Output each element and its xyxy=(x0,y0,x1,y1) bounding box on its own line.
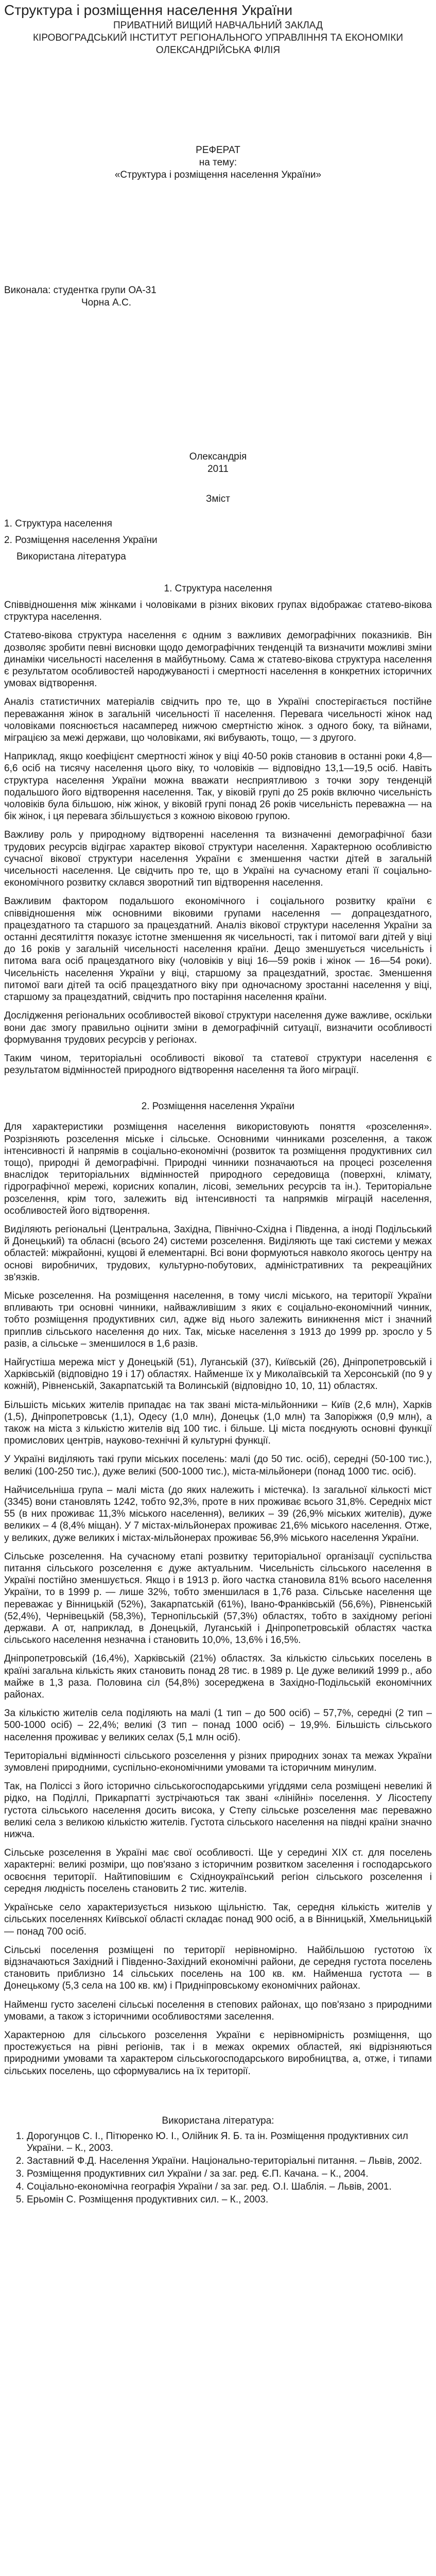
spacer xyxy=(4,2084,432,2115)
table-of-contents xyxy=(4,493,432,563)
year: 2011 xyxy=(207,464,229,474)
paragraph: Дніпропетровській (16,4%), Харківській (21%) областях. За кількістю сільських поселень в країні загальна кількість яких становить понад 28 тис. в 1989 р. Це дуже великий 1999 р., або майже в 1,3 раза. Половина сіл (54,8%) зосереджена в Західно-Подільській економічних районах. xyxy=(4,1653,432,1701)
section-structure xyxy=(4,583,432,1076)
paragraph: Виділяють регіональні (Центральна, Західна, Північно-Східна і Південна, а іноді Подільський й Донецький) та обласні (всього 24) системи розселення. Виділяють ще такі системи у межах областей: міжрайонні, кущові й елементарні. Всі вони формуються навколо якогось центру на основі виробничих, трудових, культурно-побутових, адміністративних та рекреаційних зв'язків. xyxy=(4,1224,432,1283)
reference-item: 3. Розміщення продуктивних сил України / за заг. ред. Є.П. Качана. – К., 2004. xyxy=(27,2168,432,2180)
spacer xyxy=(4,1083,432,1100)
paragraph: Сільське розселення. На сучасному етапі розвитку територіальної організації суспільства питання сільського розселення є дуже актуальним. Чисельність сільського населення в Україні постійно зменшується. Якщо і в 1913 р. його частка становила 81% всього населення України, то в 1999 р. — лише 32%, тобто зменшилася в 1,76 раза. Сільське населення ще переважає у Вінницькій (52%), Закарпатській (61%), Івано-Франківській (56,6%), Рівненській (52,4%), Чернівецькій (58,3%), Тернопільській (57,3%) областях, тобто в західному регіоні держави. А от, наприклад, в Донецькій, Луганській і Дніпропетровській областях частка сільського населення незначна і становить 10,0%, 13,6% і 16,5%. xyxy=(4,1551,432,1646)
toc-heading: Зміст xyxy=(206,494,230,504)
references-heading: Використана література: xyxy=(162,2115,274,2126)
cover-topic: «Структура і розміщення населення України» xyxy=(114,170,322,180)
paragraph: Дослідження регіональних особливостей вікової структури населення дуже важливе, оскільки вони дає змогу правильно оцінити зміни в демографічній ситуації, визначити особливості формування трудових ресурсів у регіонах. xyxy=(4,1010,432,1045)
spacer xyxy=(4,181,432,284)
paragraph: Більшість міських жителів припадає на так звані міста-мільйонники – Київ (2,6 млн), Харків (1,5), Дніпропетровськ (1,1), Одесу (1,0 млн), Донецьк (1,0 млн) та Запоріжжя (0,9 млн), а також на міста з кількістю жителів від 100 тис. і більше. Ці міста поєднують основні функції промислових центрів, науково-технічні й культурні функції. xyxy=(4,1399,432,1447)
toc-item: 1. Структура населення xyxy=(4,518,112,529)
paragraph: Співвідношення між жінками і чоловіками в різних вікових групах відображає статево-вікова структура населення. xyxy=(4,600,432,623)
author-line: Виконала: студентка групи ОА-31 xyxy=(4,285,156,296)
references-list xyxy=(4,2130,432,2206)
paragraph: Сільські поселення розміщені по території нерівномірно. Найбільшою густотою їх відзначаються Західний і Південно-Західний економічні райони, де середня густота поселень становить приблизно 14 сільських поселень на 100 кв. км. Найменша густота — в Донецькому (5,3 села на 100 кв. км) і Придніпровському економічних районах. xyxy=(4,1944,432,1992)
institution-line-3: ОЛЕКСАНДРІЙСЬКА ФІЛІЯ xyxy=(155,45,281,56)
paragraph: Для характеристики розміщення населення використовують поняття «розселення». Розрізняють розселення міське і сільське. Основними чинниками розселення, а також інтенсивності й напрямів в соціально-економічні (розвиток та розміщення продуктивних сил тощо), природні й демографічні. Природні чинники позначаються на процесі розселення внаслідок територіальних відмінностей природного середовища (поверхні, клімату, гідрографічної мережі, корисних копалин, лісові, земельних ресурсів та ін.). Територіальне розселення, крім того, залежить від інтенсивності та напрямків міграцій населення, особливостей його відтворення. xyxy=(4,1122,432,1216)
spacer xyxy=(4,563,432,583)
author-name: Чорна А.С. xyxy=(81,297,132,308)
paragraph: Сільське розселення в Україні має свої особливості. Ще у середині ХІХ ст. для поселень характерні: великі розміри, що пов'язано з історичним розвитком заселення і господарського освоєння території. Найтиповішим є Східноукраїнський регіон сільського розселення і середня людність поселень становить 2 тис. жителів. xyxy=(4,1848,432,1894)
paragraph: Аналіз статистичних матеріалів свідчить про те, що в Україні спостерігається постійне переважання жінок в загальній чисельності її населення. Перевага чисельності жінок над чоловіками пояснюється насамперед нижчою смертністю жінок. з одного боку, та війнами, міграцією за межі держави, що чоловіками, які вибувають, тощо, — з другого. xyxy=(4,697,432,744)
paragraph: Наприклад, якщо коефіцієнт смертності жінок у віці 40-50 років становив в останні роки 4,8—6,6 осіб на тисячу населення цього віку, то чоловіків — відповідно 13,1—19,5 осіб. Навіть структура населення України можна вважати несприятливою з точки зору тенденцій подальшого його відтворення населення. Так, у віковій групі до 25 років включно чисельність чоловіків була більшою, ніж жінок, у віковій групі понад 26 років чисельність переважна — на бік жінок, і ця перевага збільшується з кожною віковою групою. xyxy=(4,751,432,822)
author-block xyxy=(4,284,432,309)
paragraph: Міське розселення. На розміщення населення, в тому числі міського, на території України впливають три основні чинники, найважливішим з яких є соціально-економічний чинник, тобто розміщення продуктивних сил, адже від нього залежить виникнення міст і значний приплив сільського населення до них. Так, міське населення з 1913 до 1999 рр. зросло у 5 разів, а сільське – зменшилося в 1,6 разів. xyxy=(4,1290,432,1349)
reference-item: 1. Дорогунцов С. І., Пітюренко Ю. І., Олійник Я. Б. та ін. Розміщення продуктивних сил України. – К., 2003. xyxy=(27,2130,432,2154)
section-heading: 2. Розміщення населення України xyxy=(141,1101,295,1112)
paragraph: Статево-вікова структура населення є одним з важливих демографічних показників. Він дозволяє зробити певні висновки щодо демографічних тенденцій та визначити можливі зміни динаміки чисельності населення в майбутньому. Сама ж статево-вікова структура населення є результатом особливостей народжуваності і смертності населення в конкретних історичних умовах відтворення. xyxy=(4,630,432,689)
toc-item: Використана література xyxy=(16,551,126,562)
cover-kind: РЕФЕРАТ xyxy=(196,145,240,156)
paragraph: Найменш густо заселені сільські поселення в степових районах, що пов'язано з природними умовами, а також з історичними особливостями заселення. xyxy=(4,1999,432,2022)
paragraph: Характерною для сільського розселення України є нерівномірність розміщення, що простежується на рівні регіонів, так і в межах окремих областей, які відрізняються природними умовами та характером сільськогосподарського виробництва, а, отже, і типами сільських поселень, що сформувались на їх території. xyxy=(4,2029,432,2077)
paragraph: Українське село характеризується низькою щільністю. Так, середня кількість жителів у сільських поселеннях Київської області складає понад 900 осіб, а в Вінницькій, Хмельницькій — понад 700 осіб. xyxy=(4,1902,432,1937)
paragraph: Так, на Поліссі з його історично сільськогосподарськими угіддями села розміщені невеликі й рідко, на Поділлі, Прикарпатті зустрічаються так звані «лінійні» поселення. У Лісостепу густота сільського населення досить висока, у Степу сільське розселення має переважно великі села з великою кількістю жителів. Густота сільського населення на півдні країни значно нижча. xyxy=(4,1781,432,1840)
paragraph: Найгустіша мережа міст у Донецькій (51), Луганській (37), Київській (26), Дніпропетровській і Харківській (відповідно 19 і 17) областях. Найменше їх у Миколаївській та Херсонській (по 9 у кожній), Рівненській, Закарпатській та Волинській (відповідно 10, 10, 11) областях. xyxy=(4,1357,432,1392)
toc-item: 2. Розміщення населення України xyxy=(4,535,158,546)
institution-line-2: КІРОВОГРАДСЬКИЙ ІНСТИТУТ РЕГІОНАЛЬНОГО УПРАВЛІННЯ ТА ЕКОНОМІКИ xyxy=(32,32,404,43)
paragraph: У Україні виділяють такі групи міських поселень: малі (до 50 тис. осіб), середні (50-100 тис.), великі (100-250 тис.), дуже великі (500-1000 тис.), міста-мільйонери (понад 1000 тис. осіб). xyxy=(4,1454,432,1477)
cover-block xyxy=(4,144,432,181)
paragraph: Територіальні відмінності сільського розселення у різних природних зонах та межах України зумовлені природними, суспільно-економічними умовами та історичним минулим. xyxy=(4,1750,432,1774)
reference-item: 2. Заставний Ф.Д. Населення України. Національно-територіальні питання. – Львів, 2002. xyxy=(27,2155,432,2167)
paragraph: Таким чином, територіальні особливості вікової та статевої структури населення є результатом відмінностей природного відтворення населення та його міграції. xyxy=(4,1053,432,1076)
reference-item: 4. Соціально-економічна географія України / за заг. ред. О.І. Шаблія. – Львів, 2001. xyxy=(27,2181,432,2193)
reference-item: 5. Ерьомін С. Розміщення продуктивних сил. – К., 2003. xyxy=(27,2194,432,2206)
section-distribution xyxy=(4,1100,432,2077)
section-heading: 1. Структура населення xyxy=(164,583,272,594)
city-year xyxy=(4,451,432,476)
document-title: Структура і розміщення населення України xyxy=(4,2,293,18)
spacer xyxy=(4,57,432,144)
cover-topic-label: на тему: xyxy=(199,157,237,168)
spacer xyxy=(4,309,432,451)
institution-line-1: ПРИВАТНИЙ ВИЩИЙ НАВЧАЛЬНИЙ ЗАКЛАД xyxy=(113,20,323,31)
spacer xyxy=(4,476,432,493)
paragraph: За кількістю жителів села поділяють на малі (1 тип – до 500 осіб) – 57,7%, середні (2 тип – 500-1000 осіб) – 22,4%; великі (3 тип – понад 1000 осіб) – 19,9%. Більшість сільського населення проживає у великих селах (5,1 млн осіб). xyxy=(4,1708,432,1743)
institution-header xyxy=(4,20,432,57)
paragraph: Важливим фактором подальшого економічного і соціального розвитку країни є співвідношення між основними віковими групами населення — допрацездатного, працездатного та старшого за працездатний. Аналіз вікової структури населення України за останні десятиліття показує істотне зменшення як чисельності, так і питомої ваги дітей у віці до 16 років у загальній чисельності населення країни. Дещо зменшується чисельність і питома вага осіб працездатного віку (чоловіків у віці 16—59 років і жінок — 16—54 роки). Чисельність населення України у віці, старшому за працездатний, зростає. Зменшення питомої ваги дітей та осіб працездатного віку при одночасному зростанні населення у віці, старшому за працездатний, свідчить про постаріння населення країни. xyxy=(4,896,432,1003)
paragraph: Важливу роль у природному відтворенні населення та визначенні демографічної бази трудових ресурсів відіграє характер вікової структури населення. Характерною особливістю сучасної вікової структури населення України є зменшення частки дітей в загальній чисельності населення. Це свідчить про те, що в Україні на сучасному етапі її соціально-економічного розвитку склався зворотний тип відтворення населення. xyxy=(4,829,432,889)
city: Олександрія xyxy=(189,451,247,462)
paragraph: Найчисельніша група – малі міста (до яких належить і містечка). Із загальної кількості міст (3345) вони становлять 1242, тобто 92,3%, проте в них проживає всього 31,8%. Середніх міст 55 (в них проживає 11,3% міського населення), великих – 39 (26,9% міських жителів), дуже великих – 4 (8,4% міщан). У 7 містах-мільйонерах проживає 21,6% міського населення. Отже, у великих, дуже великих і містах-мільйонерах проживає 56,9% міського населення України. xyxy=(4,1484,432,1544)
references xyxy=(4,2115,432,2206)
